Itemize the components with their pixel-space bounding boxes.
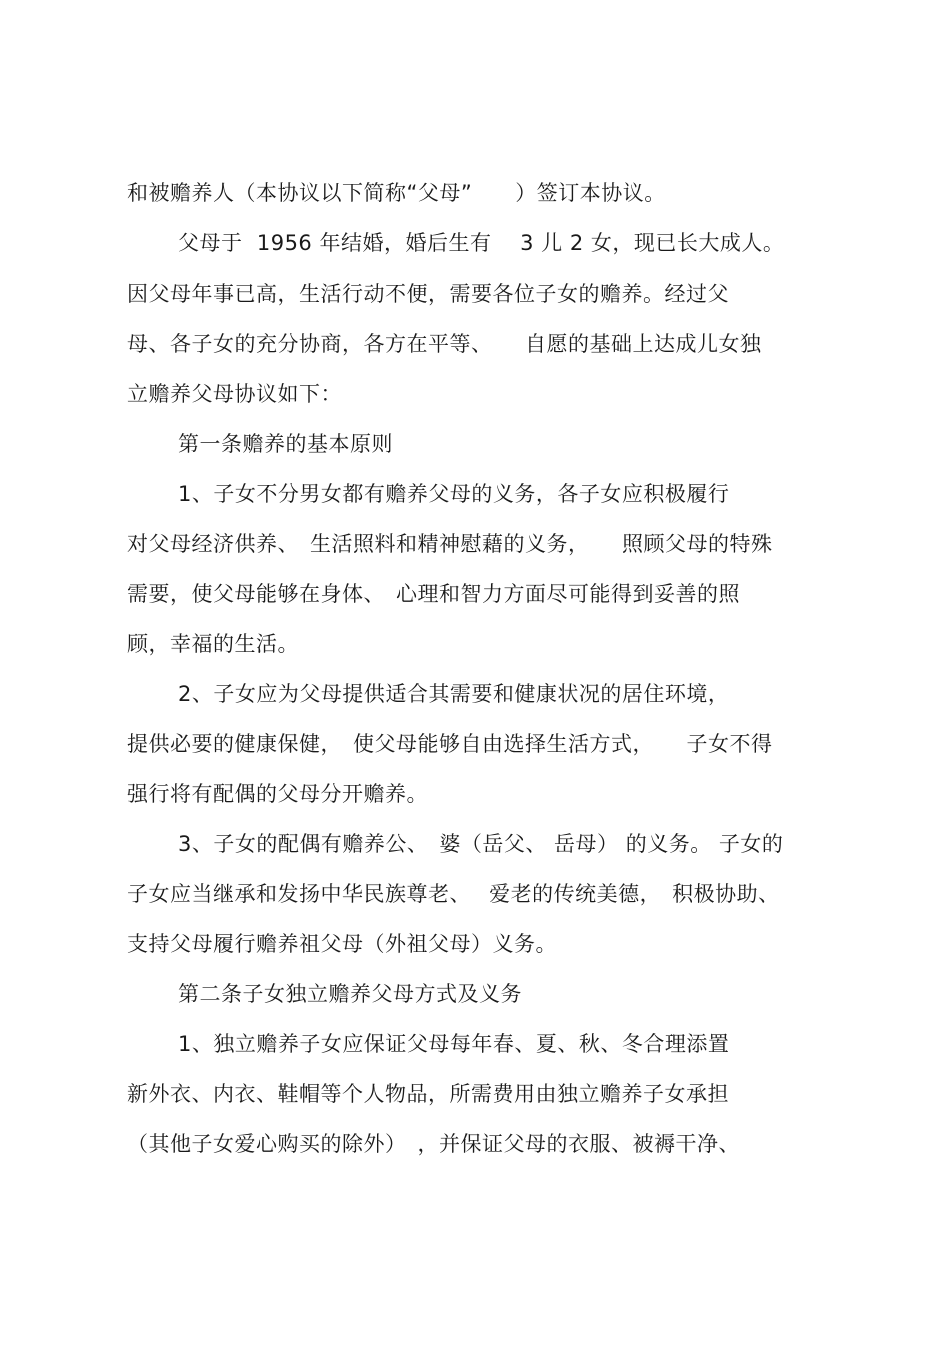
text-line-12: 提供必要的健康保健， 使父母能够自由选择生活方式， 子女不得 — [127, 732, 773, 756]
text-line-16: 支持父母履行赡养祖父母（外祖父母）义务。 — [127, 932, 557, 956]
text-line-1: 和被赡养人（本协议以下简称“父母” ）签订本协议。 — [127, 181, 666, 205]
text-line-3: 因父母年事已高，生活行动不便，需要各位子女的赡养。经过父 — [127, 282, 729, 306]
text-line-15: 子女应当继承和发扬中华民族尊老、 爱老的传统美德， 积极协助、 — [127, 882, 780, 906]
text-line-2: 父母于 1956 年结婚，婚后生有 3 儿 2 女，现已长大成人。 — [178, 231, 785, 255]
text-line-14: 3、子女的配偶有赡养公、 婆（岳父、 岳母） 的义务。 子女的 — [178, 832, 784, 856]
text-line-20: （其他子女爱心购买的除外） ，并保证父母的衣服、被褥干净、 — [127, 1132, 740, 1156]
text-line-7: 1、子女不分男女都有赡养父母的义务，各子女应积极履行 — [178, 482, 730, 506]
text-line-4: 母、各子女的充分协商，各方在平等、 自愿的基础上达成儿女独 — [127, 332, 762, 356]
text-line-18: 1、独立赡养子女应保证父母每年春、夏、秋、冬合理添置 — [178, 1032, 730, 1056]
text-line-19: 新外衣、内衣、鞋帽等个人物品，所需费用由独立赡养子女承担 — [127, 1082, 729, 1106]
text-line-13: 强行将有配偶的父母分开赡养。 — [127, 782, 428, 806]
text-line-9: 需要，使父母能够在身体、 心理和智力方面尽可能得到妥善的照 — [127, 582, 740, 606]
text-line-10: 顾，幸福的生活。 — [127, 632, 299, 656]
text-line-8: 对父母经济供养、 生活照料和精神慰藉的义务， 照顾父母的特殊 — [127, 532, 773, 556]
section-heading-2: 第二条子女独立赡养父母方式及义务 — [178, 982, 522, 1006]
section-heading-1: 第一条赡养的基本原则 — [178, 432, 393, 456]
text-line-11: 2、子女应为父母提供适合其需要和健康状况的居住环境， — [178, 682, 730, 706]
text-line-5: 立赡养父母协议如下： — [127, 382, 342, 406]
